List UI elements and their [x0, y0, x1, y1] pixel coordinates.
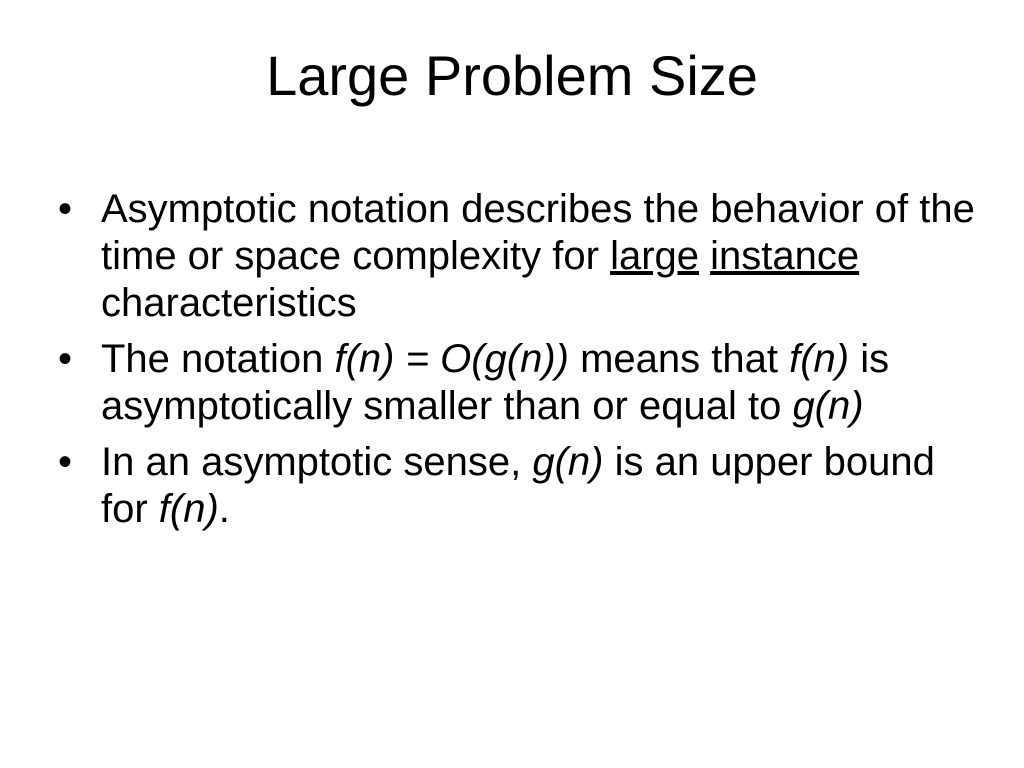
bullet-text: is an upper bound for	[101, 440, 935, 531]
bullet-text: In an asymptotic sense,	[101, 440, 533, 484]
math-expression: f(n) = O(g(n))	[334, 337, 569, 381]
bullet-text: The notation	[101, 337, 335, 381]
slide-title: Large Problem Size	[266, 44, 758, 107]
bullet-item	[58, 439, 988, 533]
bullet-text: .	[218, 487, 230, 531]
bullet-text: characteristics	[101, 281, 357, 325]
underlined-term: instance	[710, 234, 860, 278]
bullet-list	[58, 186, 988, 542]
math-expression: g(n)	[532, 440, 604, 484]
bullet-icon: •	[58, 337, 73, 381]
math-expression: f(n)	[789, 337, 850, 381]
math-expression: g(n)	[792, 384, 864, 428]
bullet-text: is asymptotically smaller than or equal to	[101, 337, 890, 428]
bullet-text: Asymptotic notation describes the behavior of the time or space complexity for	[101, 187, 975, 278]
bullet-item	[58, 336, 988, 430]
bullet-icon: •	[58, 187, 73, 231]
bullet-text: means that	[568, 337, 790, 381]
bullet-icon: •	[58, 440, 73, 484]
bullet-text	[699, 234, 710, 278]
math-expression: f(n)	[158, 487, 219, 531]
bullet-item	[58, 186, 988, 327]
underlined-term: large	[610, 234, 700, 278]
